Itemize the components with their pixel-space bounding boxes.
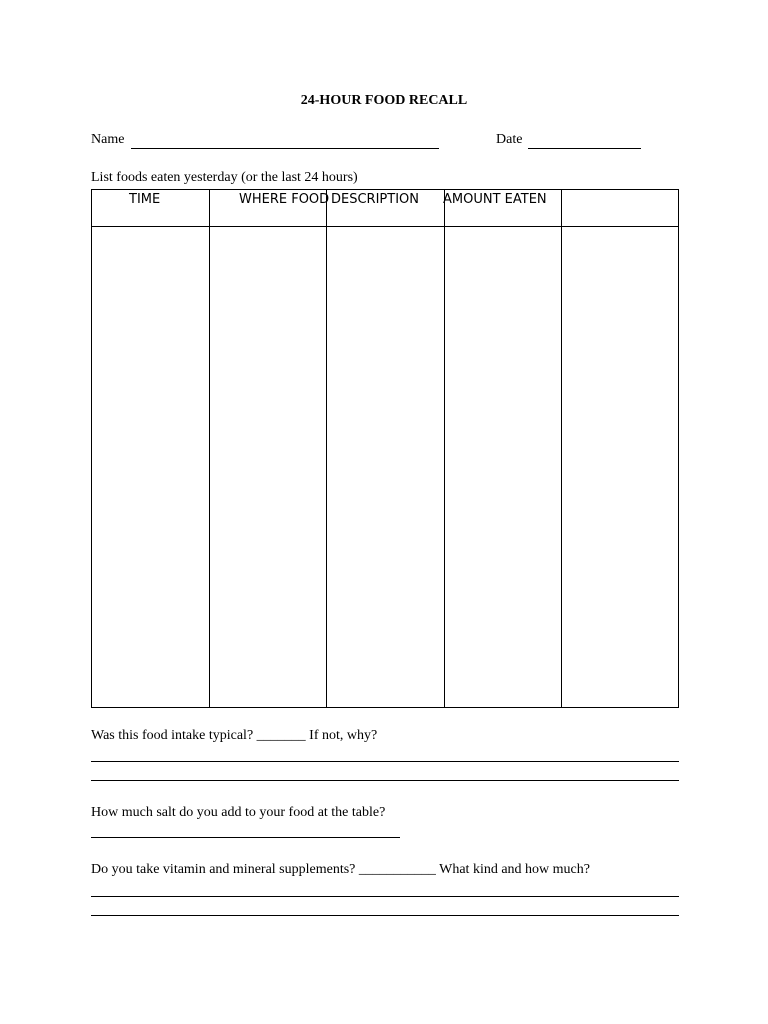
question-supplements: Do you take vitamin and mineral supplements? ___________ What kind and how much? bbox=[91, 862, 590, 877]
column-header-amount-eaten: AMOUNT EATEN bbox=[443, 192, 547, 207]
date-input-line[interactable] bbox=[528, 148, 641, 149]
date-label: Date bbox=[496, 132, 523, 147]
answer-line-supplements-1[interactable] bbox=[91, 896, 679, 897]
answer-line-typical-2[interactable] bbox=[91, 780, 679, 781]
name-label: Name bbox=[91, 132, 125, 147]
question-salt: How much salt do you add to your food at the table? bbox=[91, 805, 386, 820]
form-title: 24-HOUR FOOD RECALL bbox=[300, 93, 468, 108]
answer-line-typical-1[interactable] bbox=[91, 761, 679, 762]
column-header-time: TIME bbox=[129, 192, 161, 207]
cell-time[interactable] bbox=[92, 227, 209, 707]
answer-line-salt[interactable] bbox=[91, 837, 400, 838]
column-header-where-food: WHERE FOOD bbox=[239, 192, 330, 207]
food-recall-table bbox=[91, 189, 679, 708]
question-typical: Was this food intake typical? _______ If not, why? bbox=[91, 728, 378, 743]
column-header-description: DESCRIPTION bbox=[331, 192, 419, 207]
cell-where-food[interactable] bbox=[210, 227, 326, 707]
answer-line-supplements-2[interactable] bbox=[91, 915, 679, 916]
cell-description[interactable] bbox=[327, 227, 444, 707]
cell-amount-eaten[interactable] bbox=[445, 227, 561, 707]
cell-blank[interactable] bbox=[562, 227, 678, 707]
table-instruction: List foods eaten yesterday (or the last 24 hours) bbox=[91, 170, 358, 185]
name-input-line[interactable] bbox=[131, 148, 439, 149]
